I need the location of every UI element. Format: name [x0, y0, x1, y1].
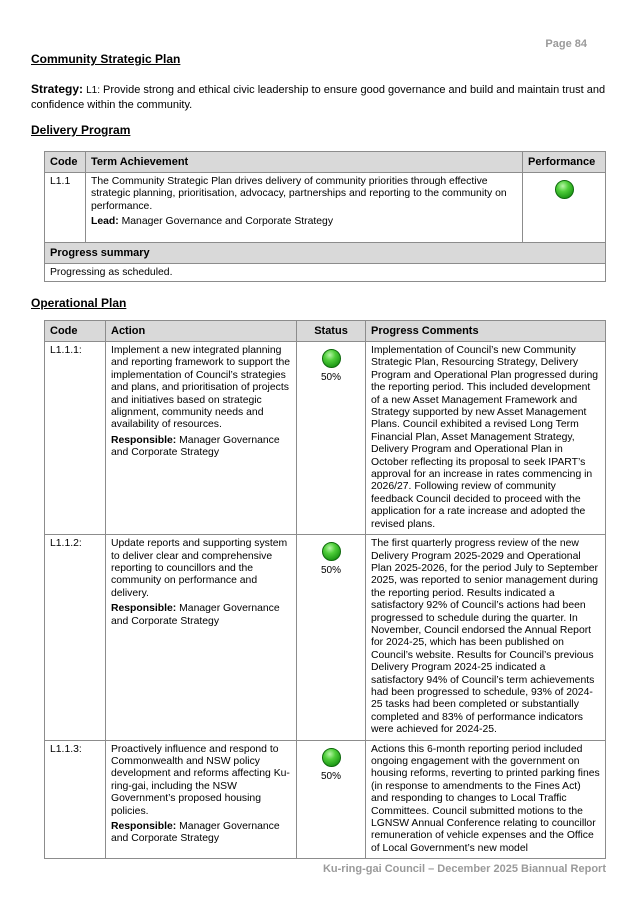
- responsible-value: Manager Governance and Corporate Strategy: [111, 603, 280, 627]
- progress-comments: Implementation of Council’s new Community Strategic Plan, Resourcing Strategy, Delivery Program and Operational Plan progressed during the reporting period. This included development of a new Asset Management Framework and Strategy supported by new Asset Management Plans. Council exhibited a revised Long Term Financial Plan, Asset Management Strategy, Delivery Program and Operational Plan in October reflecting its proposal to seek IPART’s approval for an increase in rates commencing in 2026/27. Following review of community feedback Council decided to proceed with the application for a rate increase and adopted the revised plans.: [366, 342, 606, 535]
- status-dot-icon: [322, 349, 341, 368]
- csp-heading: Community Strategic Plan: [31, 52, 181, 66]
- page-number: Page 84: [545, 38, 587, 50]
- action-cell: [106, 342, 297, 535]
- action-cell: [106, 535, 297, 741]
- status-dot-icon: [555, 180, 574, 199]
- col-header-status: Status: [297, 321, 366, 342]
- progress-summary-text: Progressing as scheduled.: [45, 264, 606, 282]
- action-text: Implement a new integrated planning and reporting framework to support the implementation of Council’s strategies and plans, and prioritisation of projects and initiatives based on strategic alignment, community needs and availability of resources.: [111, 345, 291, 431]
- action-text: Update reports and supporting system to deliver clear and comprehensive reporting to councillors and the community on performance and delivery.: [111, 538, 288, 599]
- status-cell: [297, 342, 366, 535]
- delivery-program-table: [44, 151, 606, 282]
- status-percent: 50%: [320, 565, 341, 577]
- progress-summary-header-row: [45, 243, 606, 264]
- status-percent: 50%: [320, 372, 341, 383]
- table-header-row: [45, 321, 606, 342]
- operational-plan-table: [44, 320, 606, 859]
- lead-value: Manager Governance and Corporate Strategy: [121, 216, 334, 228]
- strategy-code: L1:: [86, 85, 100, 96]
- table-header-row: [45, 152, 606, 173]
- status-dot-icon: [322, 748, 341, 767]
- responsible-line: [111, 435, 291, 460]
- term-code: L1.1: [45, 173, 86, 243]
- action-text: Proactively influence and respond to Commonwealth and NSW policy development and reforms affecting Ku-ring-gai, including the NSW Government’s proposed housing policies.: [111, 743, 290, 817]
- action-code: L1.1.3:: [45, 740, 106, 859]
- progress-comments: The first quarterly progress review of the new Delivery Program 2025-2029 and Operational Plan 2025-2026, for the period July to September 2025, was reported to senior management during the reporting period. Results indicated a satisfactory 92% of Council’s actions had been progressed to schedule during the quarter. In November, Council endorsed the Annual Report for 2024-25, which has been published on Council’s website. Results for Council’s previous Delivery Program 2024-25 indicated a satisfactory 94% of Council’s term achievements had been progressed to schedule, 93% of 2024-25 tasks had been completed or substantially completed and 83% of performance indicators were achieved for 2024-25.: [366, 535, 606, 741]
- col-header-code: Code: [45, 152, 86, 173]
- table-row: [45, 342, 606, 535]
- col-header-action: Action: [106, 321, 297, 342]
- action-code: L1.1.2:: [45, 535, 106, 741]
- action-cell: [106, 740, 297, 859]
- strategy-statement: [31, 82, 611, 112]
- operational-plan-heading: Operational Plan: [31, 296, 127, 310]
- strategy-label: Strategy:: [31, 82, 84, 96]
- responsible-line: [111, 603, 291, 628]
- status-cell: [297, 740, 366, 859]
- status-cell: [297, 535, 366, 741]
- responsible-value: Manager Governance and Corporate Strategy: [111, 821, 280, 845]
- responsible-label: Responsible:: [111, 603, 177, 615]
- performance-cell: [523, 173, 606, 243]
- table-row: [45, 173, 606, 243]
- lead-line: [91, 216, 517, 228]
- col-header-performance: Performance: [523, 152, 606, 173]
- status-percent: 50%: [320, 770, 341, 782]
- term-text: The Community Strategic Plan drives delivery of community priorities through effective strategic planning, prioritisation, advocacy, partnerships and reporting to the community on performance.: [91, 176, 507, 212]
- responsible-value: Manager Governance and Corporate Strategy: [111, 434, 280, 459]
- strategy-text: Provide strong and ethical civic leadership to ensure good governance and build and maintain trust and confidence within the community.: [31, 84, 606, 111]
- status-dot-icon: [322, 542, 341, 561]
- action-code: L1.1.1:: [45, 342, 106, 535]
- lead-label: Lead:: [91, 216, 119, 228]
- report-footer: Ku-ring-gai Council – December 2025 Biannual Report: [322, 863, 606, 875]
- progress-summary-row: [45, 264, 606, 282]
- col-header-comments: Progress Comments: [366, 321, 606, 342]
- progress-comments: Actions this 6-month reporting period included ongoing engagement with the government on housing reforms, reverting to printed parking fines (in response to amendments to the Fines Act) and responding to changes to Local Traffic Committees. Council submitted motions to the LGNSW Annual Conference relating to councillor remuneration of vehicle expenses and the Office of Local Government’s new model: [366, 740, 606, 859]
- responsible-label: Responsible:: [111, 434, 177, 446]
- delivery-program-heading: Delivery Program: [31, 123, 131, 137]
- term-cell: [86, 173, 523, 243]
- responsible-line: [111, 821, 291, 846]
- progress-summary-label: Progress summary: [45, 243, 606, 264]
- col-header-code: Code: [45, 321, 106, 342]
- responsible-label: Responsible:: [111, 821, 177, 833]
- table-row: [45, 535, 606, 741]
- table-row: [45, 740, 606, 859]
- col-header-term: Term Achievement: [86, 152, 523, 173]
